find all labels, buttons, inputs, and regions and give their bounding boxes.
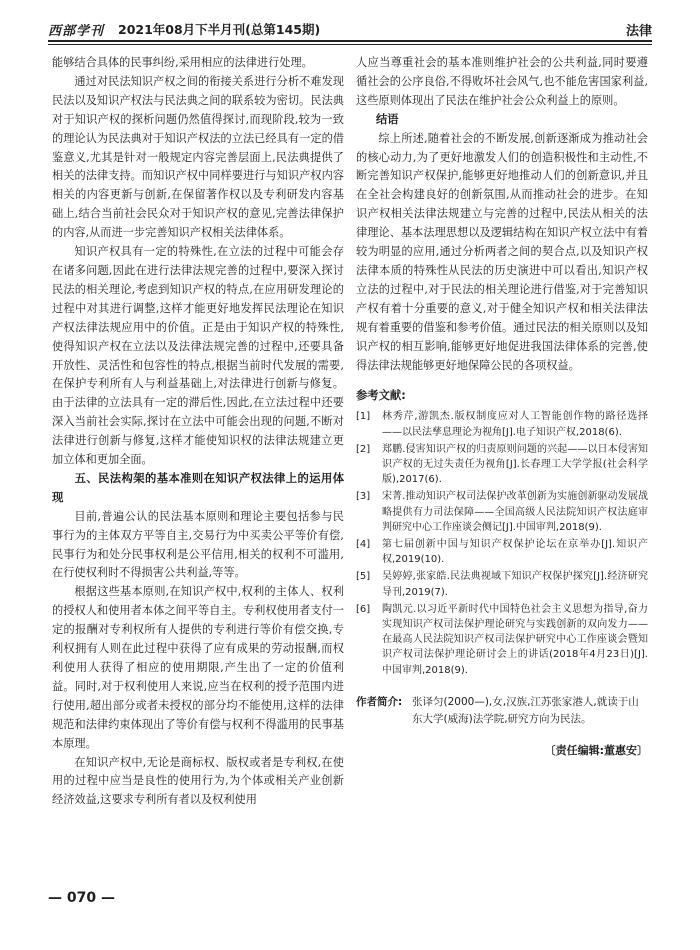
body-paragraph: 在知识产权中,无论是商标权、版权或者是专利权,在使用的过程中应当是良性的使用行为,为个体或相关产业创新经济效益,这要求专利所有者以及权利使用 xyxy=(52,755,344,807)
right-column xyxy=(356,54,648,758)
reference-item xyxy=(356,489,648,535)
author-text: 张译匀(2000—),女,汉族,江苏张家港人,就读于山东大学(威海)法学院,研究方向为民法。 xyxy=(412,695,639,725)
conclusion-heading: 结语 xyxy=(376,112,399,126)
page-number: — 070 — xyxy=(48,890,115,906)
body-paragraph: 通过对民法知识产权之间的衔接关系进行分析不难发现民法以及知识产权法与民法典之间的联系较为密切。民法典对于知识产权的探析问题仍然值得探讨,而现阶段,较为一致的理论认为民法典对于知识产权法的立法已经具有一定的借鉴意义,尤其是针对一般规定内容完善层面上,民法典提供了相关的法律支持。而知识产权中同样要进行与知识产权内容相关的内容更新与创新,在保留著作权以及专利研发内容基础上,结合当前社会民众对于知识产权的意见,完善法律保护的内容,从而进一步完善知识产权相关法律体系。 xyxy=(52,74,344,240)
reference-number: [4] xyxy=(356,539,371,551)
header-rule xyxy=(48,40,652,42)
responsible-editor: 〔责任编辑:董惠安〕 xyxy=(544,743,648,757)
body-paragraph: 根据这些基本原则,在知识产权中,权利的主体人、权利的授权人和使用者本体之间平等自主。专利权使用者支付一定的报酬对专利权所有人提供的专利进行等价有偿交换,专利权拥有人则在此过程中获得了应有成果的劳动报酬,而权利使用人获得了相应的使用期限,产生出了一定的价值利益。同时,对于权利使用人来说,应当在权利的授予范围内进行使用,超出部分或者未授权的部分均不能使用,这样的法律规范和法律约束体现出了等价有偿与权利不得滥用的民事基本原理。 xyxy=(52,585,344,750)
reference-number: [2] xyxy=(356,443,371,455)
reference-item xyxy=(356,442,648,488)
reference-item xyxy=(356,602,648,678)
body-paragraph: 知识产权具有一定的特殊性,在立法的过程中可能会存在诸多问题,因此在进行法律法规完善的过程中,要深入探讨民法的相关理论,考虑到知识产权的特点,在应用研发理论的过程中对其进行调整,这样才能更好地发挥民法理论在知识产权法律法规应用中的价值。正是由于知识产权的特殊性,使得知识产权在立法以及法律法规完善的过程中,还要具备开放性、灵活性和包容性的特点,根据当前时代发展的需要,在保护专利所有人与利益基础上,对法律进行创新与修复。由于法律的立法具有一定的滞后性,因此,在立法过程中还要深入当前社会实际,探讨在立法中可能会出现的问题,不断对法律进行创新与修复,这样才能使知识权的法律法规建立更加立体和更加全面。 xyxy=(52,245,344,467)
reference-text: 第七届创新中国与知识产权保护论坛在京举办[J].知识产权,2019(10). xyxy=(382,539,648,566)
author-bio xyxy=(356,694,648,728)
section-name: 法律 xyxy=(625,24,652,39)
reference-item xyxy=(356,409,648,439)
reference-number: [5] xyxy=(356,571,371,583)
left-column xyxy=(52,54,344,810)
reference-number: [1] xyxy=(356,411,371,423)
body-paragraph: 能够结合具体的民事纠纷,采用相应的法律进行处理。 xyxy=(52,56,313,69)
reference-item xyxy=(356,569,648,599)
reference-text: 郑鹏.侵害知识产权的归责原则问题的兴起——以日本侵害知识产权的无过失责任为视角[J].长春理工大学学报(社会科学版),2017(6). xyxy=(382,443,648,486)
body-paragraph: 人应当尊重社会的基本准则维护社会的公共利益,同时要遵循社会的公序良俗,不得败坏社会风气,也不能危害国家利益,这些原则体现出了民法在维护社会公众利益上的原则。 xyxy=(356,56,648,107)
references-list xyxy=(356,409,648,677)
issue-info: 2021年08月下半月刊(总第145期) xyxy=(118,22,321,37)
conclusion-paragraph: 综上所述,随着社会的不断发展,创新逐渐成为推动社会的核心动力,为了更好地激发人们的创造积极性和主动性,不断完善知识产权保护,能够更好地推动人们的创新意识,并且在全社会构建良好的创新氛围,从而推动社会的进步。在知识产权相关法律法规建立与完善的过程中,民法从相关的法律理论、基本法理思想以及逻辑结构在知识产权立法中有着较为明显的应用,通过分析两者之间的契合点,以及知识产权法律本质的特殊性从民法的历史演进中可以看出,知识产权立法的过程中,对于民法的相关理论进行借鉴,对于完善知识产权有着十分重要的意义,对于健全知识产权和相关法律法规有着重要的借鉴和参考价值。通过民法的相关原则以及知识产权的相互影响,能够更好地促进我国法律体系的完善,使得法律法规能够更好地保障公民的各项权益。 xyxy=(356,131,648,372)
references-title: 参考文献: xyxy=(356,389,406,403)
reference-number: [3] xyxy=(356,491,371,503)
reference-text: 宋菁.推动知识产权司法保护改革创新为实施创新驱动发展战略提供有力司法保障——全国高级人民法院知识产权法庭审判研究中心工作座谈会侧记[J].中国审判,2018(9). xyxy=(382,491,648,533)
journal-logo: 西部学刊 xyxy=(48,24,105,39)
reference-number: [6] xyxy=(356,603,371,615)
reference-text: 林秀芹,游凯杰.版权制度应对人工智能创作物的路径选择——以民法孳息理论为视角[J].电子知识产权,2018(6). xyxy=(382,411,648,438)
header-rule-thin xyxy=(48,44,652,45)
reference-text: 吴婷婷,张家皓.民法典视域下知识产权保护探究[J].经济研究导刊,2019(7). xyxy=(382,571,648,598)
author-label: 作者简介: xyxy=(356,695,403,708)
page-header xyxy=(48,18,652,40)
reference-text: 陶凯元.以习近平新时代中国特色社会主义思想为指导,奋力实现知识产权司法保护理论研究与实践创新的双向发力——在最高人民法院知识产权司法保护研究中心工作座谈会暨知识产权司法保护理论研讨会上的讲话(2018年4月23日)[J].中国审判,2018(9). xyxy=(382,603,648,676)
reference-item xyxy=(356,537,648,567)
body-paragraph: 目前,普遍公认的民法基本原则和理论主要包括参与民事行为的主体双方平等自主,交易行为中买卖公平等价有偿,民事行为和处分民事权利是公平信用,相关的权利不可滥用,在行使权利时不得损害公共利益,等等。 xyxy=(52,509,344,580)
section-heading: 五、民法构架的基本准则在知识产权法律上的运用体现 xyxy=(52,471,344,504)
